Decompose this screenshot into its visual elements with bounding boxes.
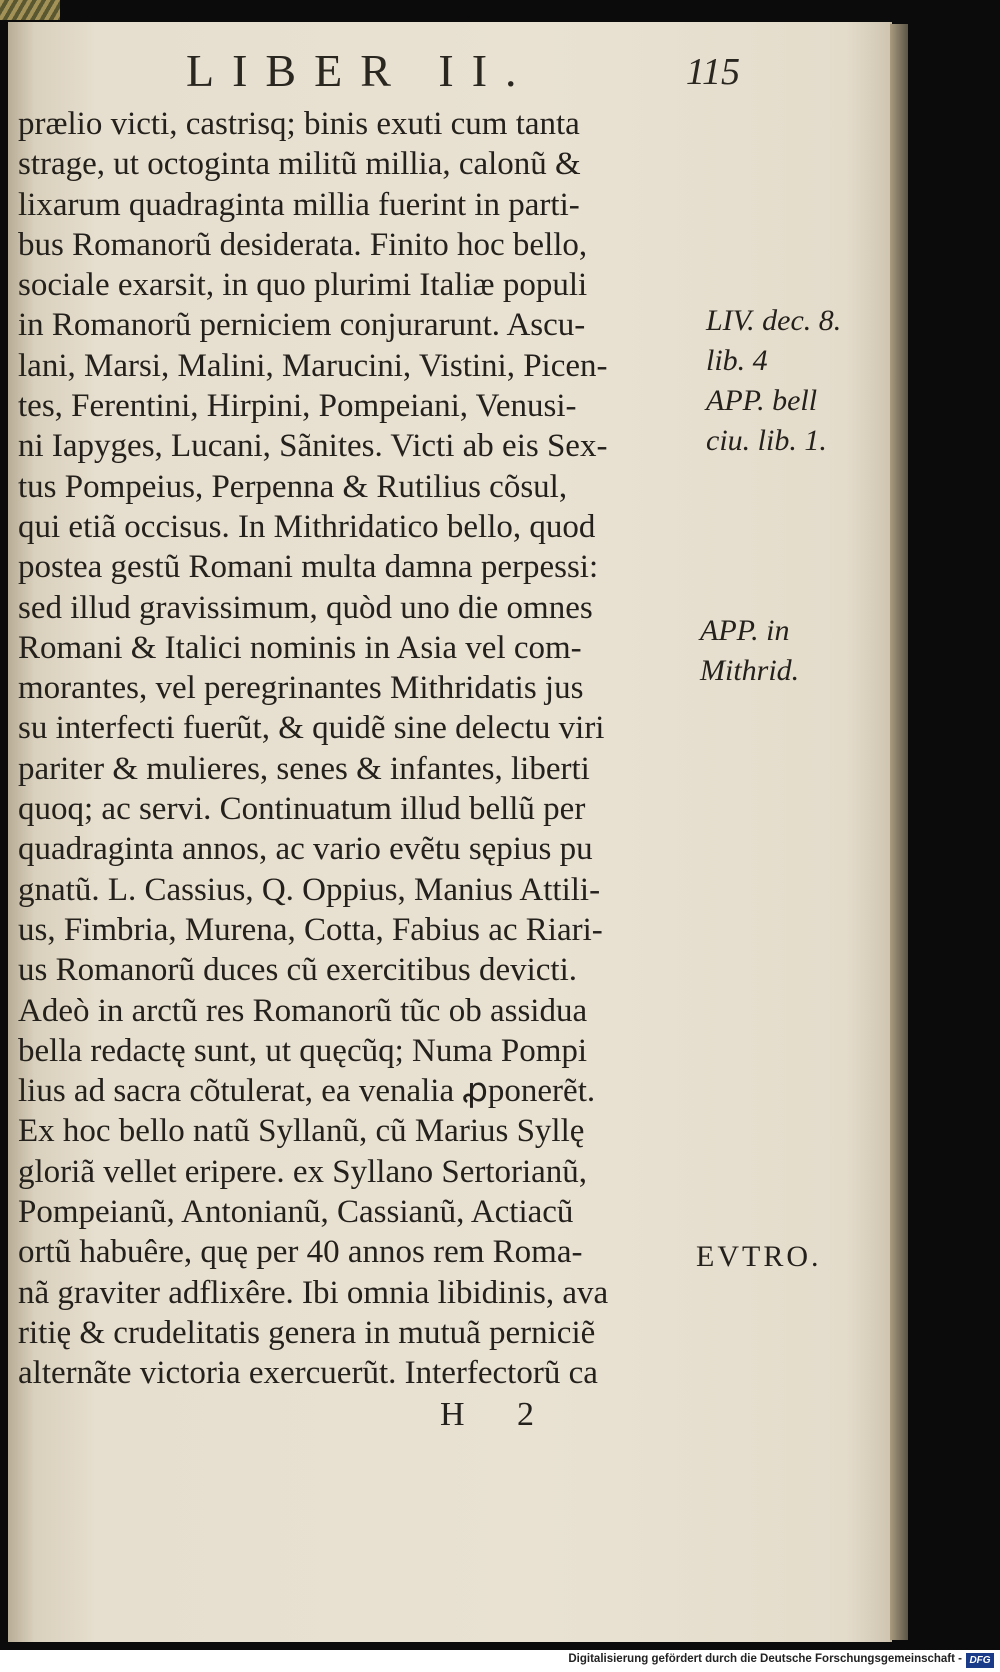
text-line: lius ad sacra cõtulerat, ea venalia ꝓponerẽt.	[18, 1073, 596, 1110]
margin-note-appian-mithrid: APP. in	[700, 614, 790, 647]
text-line: bella redactę sunt, ut quęcũq; Numa Pompi	[18, 1032, 588, 1069]
text-line: su interfecti fuerũt, & quidẽ sine delectu viri	[18, 710, 605, 747]
text-line: morantes, vel peregrinantes Mithridatis jus	[18, 670, 584, 707]
text-line: prælio victi, castrisq; binis exuti cum tanta	[18, 106, 580, 142]
text-line: pariter & mulieres, senes & infantes, liberti	[18, 750, 590, 787]
text-line: gloriã vellet eripere. ex Syllano Sertorianũ,	[18, 1153, 588, 1190]
text-line: ni Iapyges, Lucani, Sãnites. Victi ab eis Sex-	[18, 428, 608, 465]
text-line: tes, Ferentini, Hirpini, Pompeiani, Venusi-	[18, 388, 577, 425]
text-line: quoq; ac servi. Continuatum illud bellũ per	[18, 791, 586, 828]
text-line: us Romanorũ duces cũ exercitibus devicti.	[18, 952, 578, 989]
margin-note-eutropius: EVTRO.	[696, 1240, 822, 1273]
digitization-footer	[0, 1650, 1000, 1672]
margin-note-appian: APP. bell	[706, 384, 818, 417]
text-line: lixarum quadraginta millia fuerint in parti-	[18, 186, 580, 223]
page-edge	[890, 24, 908, 1640]
text-line: nã graviter adflixêre. Ibi omnia libidinis, ava	[18, 1274, 609, 1311]
text-line: sociale exarsit, in quo plurimi Italiæ populi	[18, 267, 588, 304]
footer-credit: Digitalisierung gefördert durch die Deutsche Forschungsgemeinschaft -	[568, 1653, 962, 1665]
running-head: LIBER II.	[186, 45, 535, 96]
text-line: us, Fimbria, Murena, Cotta, Fabius ac Riari-	[18, 911, 603, 948]
text-line: postea gestũ Romani multa damna perpessi:	[18, 549, 599, 586]
text-line: tus Pompeius, Perpenna & Rutilius cõsul,	[18, 468, 568, 505]
dfg-logo-icon: DFG	[966, 1653, 994, 1668]
text-line: sed illud gravissimum, quòd uno die omnes	[18, 589, 593, 626]
text-line: Ex hoc bello natũ Syllanũ, cũ Marius Syllę	[18, 1113, 585, 1150]
text-line: Adeò in arctũ res Romanorũ tũc ob assidua	[18, 992, 588, 1029]
text-line: in Romanorũ perniciem conjurarunt. Ascu-	[18, 307, 586, 344]
text-line: bus Romanorũ desiderata. Finito hoc bello,	[18, 226, 588, 263]
margin-note-appian-book: ciu. lib. 1.	[706, 424, 827, 457]
text-line: qui etiã occisus. In Mithridatico bello, quod	[18, 508, 596, 545]
binding-thread	[0, 0, 60, 20]
text-line: alternãte victoria exercuerũt. Interfectorũ ca	[18, 1355, 598, 1392]
page-number: 115	[685, 51, 740, 93]
signature-mark: H 2	[440, 1396, 557, 1433]
text-line: ritię & crudelitatis genera in mutuã perniciẽ	[18, 1314, 596, 1351]
margin-note-livy: LIV. dec. 8.	[706, 304, 842, 337]
margin-note-mithrid: Mithrid.	[700, 654, 800, 687]
text-line: lani, Marsi, Malini, Marucini, Vistini, Picen-	[18, 347, 608, 384]
text-line: ortũ habuêre, quę per 40 annos rem Roma-	[18, 1234, 583, 1271]
text-line: quadraginta annos, ac vario evẽtu sępius pu	[18, 831, 593, 868]
margin-note-livy-book: lib. 4	[706, 344, 768, 377]
text-line: Pompeianũ, Antonianũ, Cassianũ, Actiacũ	[18, 1194, 574, 1231]
page-header	[180, 44, 740, 100]
text-line: strage, ut octoginta militũ millia, calonũ &	[18, 146, 581, 183]
text-line: Romani & Italici nominis in Asia vel com-	[18, 629, 582, 666]
text-line: gnatũ. L. Cassius, Q. Oppius, Manius Attili-	[18, 871, 601, 908]
main-text-block	[18, 104, 698, 1394]
